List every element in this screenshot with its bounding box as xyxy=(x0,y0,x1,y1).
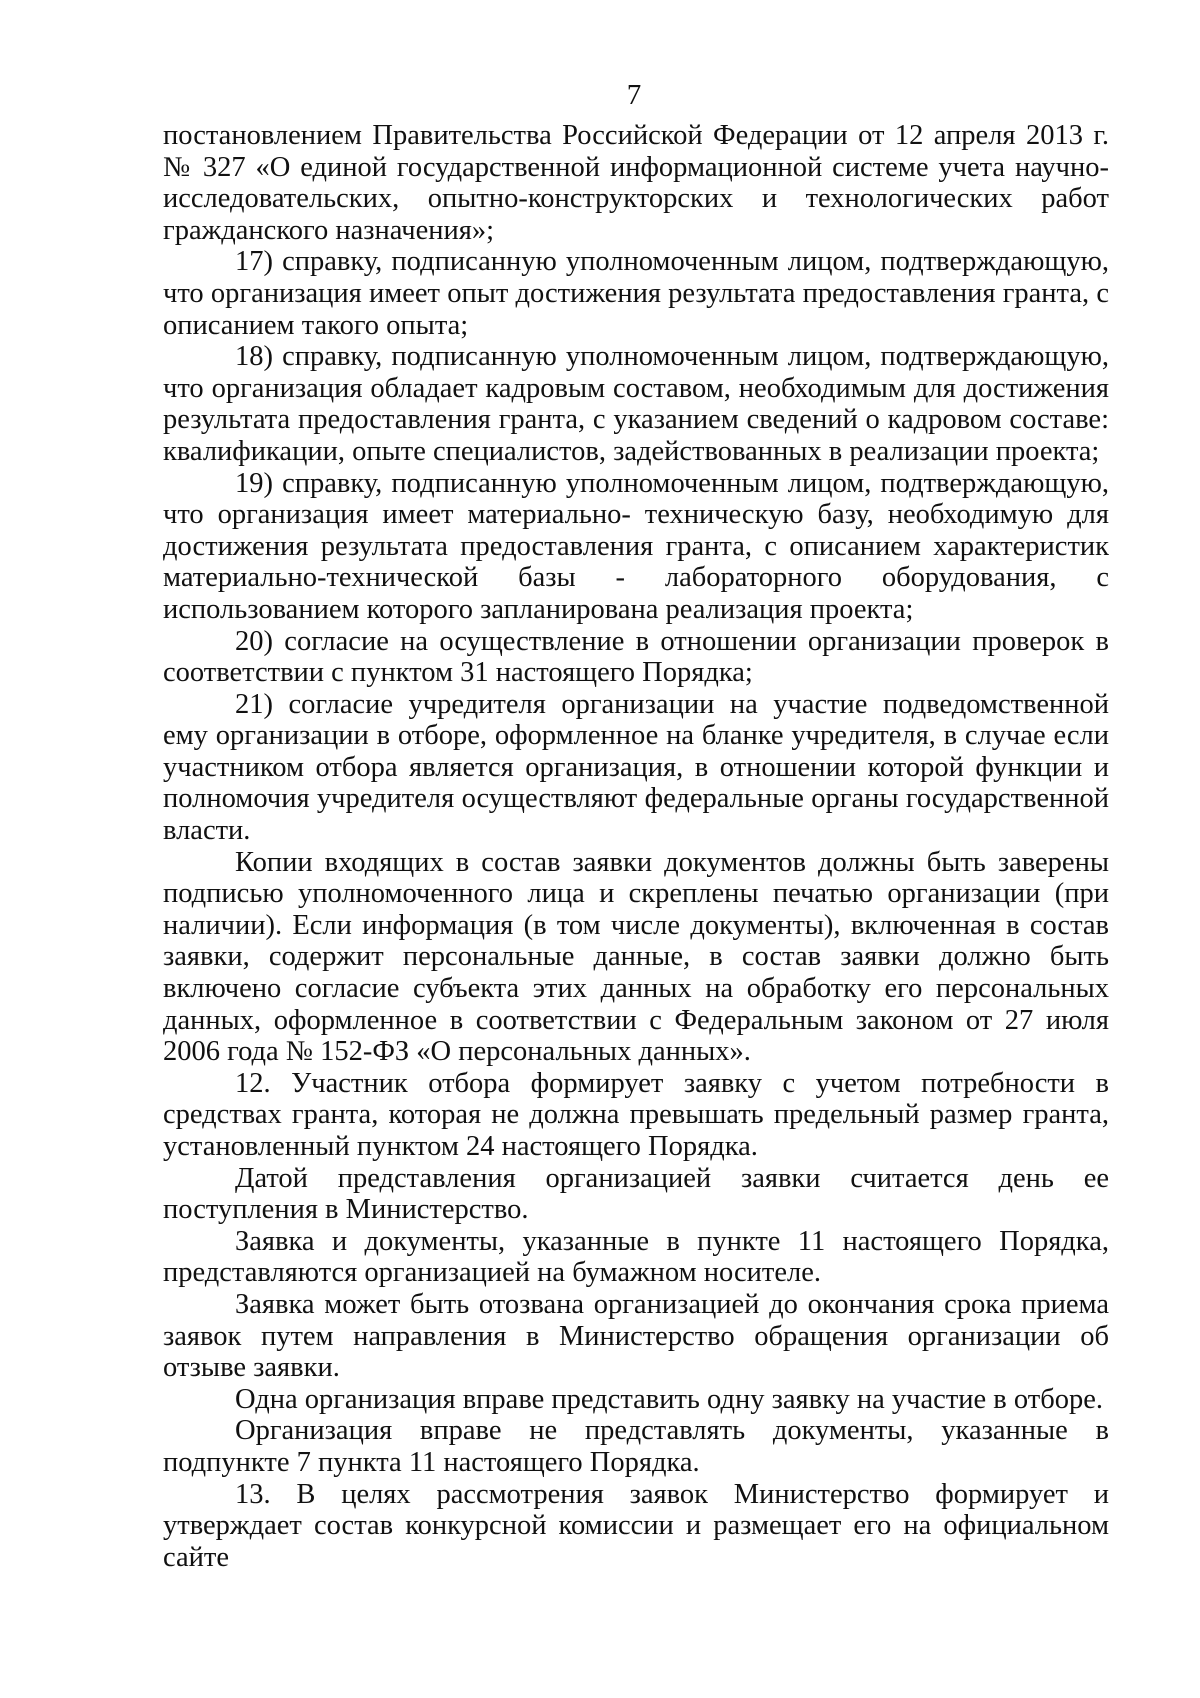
document-body xyxy=(163,120,1109,1573)
paragraph-submission-date: Датой представления организацией заявки считается день ее поступления в Министерство. xyxy=(163,1162,1109,1226)
paragraph-item-19: 19) справку, подписанную уполномоченным лицом, подтверждающую, что организация имеет материально- техническую базу, необходимую для достижения результата предоставления гранта, с описанием характеристик материально-технической базы - лабораторного оборудования, с использованием которого запланирована реализация проекта; xyxy=(163,467,1109,625)
page-number: 7 xyxy=(626,79,642,111)
paragraph-clause-12: 12. Участник отбора формирует заявку с учетом потребности в средствах гранта, которая не должна превышать предельный размер гранта, установленный пунктом 24 настоящего Порядка. xyxy=(163,1067,1109,1162)
paragraph-one-application: Одна организация вправе представить одну заявку на участие в отборе. xyxy=(235,1383,1103,1415)
paragraph-optional-documents: Организация вправе не представлять документы, указанные в подпункте 7 пункта 11 настоящего Порядка. xyxy=(163,1415,1109,1478)
paragraph-paper-format: Заявка и документы, указанные в пункте 11 настоящего Порядка, представляются организацией на бумажном носителе. xyxy=(163,1225,1109,1289)
paragraph-withdrawal: Заявка может быть отозвана организацией до окончания срока приема заявок путем направления в Министерство обращения организации об отзыве заявки. xyxy=(163,1288,1109,1384)
paragraph-copies: Копии входящих в состав заявки документов должны быть заверены подписью уполномоченного лица и скреплены печатью организации (при наличии). Если информация (в том числе документы), включенная в состав заявки, содержит персональные данные, в состав заявки должно быть включено согласие субъекта этих данных на обработку его персональных данных, оформленное в соответствии с Федеральным законом от 27 июля 2006 года № 152-ФЗ «О персональных данных». xyxy=(163,846,1109,1068)
paragraph-item-18: 18) справку, подписанную уполномоченным лицом, подтверждающую, что организация обладает кадровым составом, необходимым для достижения результата предоставления гранта, с указанием сведений о кадровом составе: квалификации, опыте специалистов, задействованных в реализации проекта; xyxy=(163,341,1109,467)
paragraph-continuation: постановлением Правительства Российской Федерации от 12 апреля 2013 г. № 327 «О единой государственной информационной системе учета научно-исследовательских, опытно-конструкторских и технологических работ гражданского назначения»; xyxy=(163,120,1109,246)
paragraph-item-21: 21) согласие учредителя организации на участие подведомственной ему организации в отборе, оформленное на бланке учредителя, в случае если участником отбора является организация, в отношении которой функции и полномочия учредителя осуществляют федеральные органы государственной власти. xyxy=(163,688,1109,847)
paragraph-item-20: 20) согласие на осуществление в отношении организации проверок в соответствии с пунктом 31 настоящего Порядка; xyxy=(163,625,1109,689)
paragraph-clause-13: 13. В целях рассмотрения заявок Министерство формирует и утверждает состав конкурсной комиссии и размещает его на официальном сайте xyxy=(163,1478,1109,1573)
paragraph-item-17: 17) справку, подписанную уполномоченным лицом, подтверждающую, что организация имеет опыт достижения результата предоставления гранта, с описанием такого опыта; xyxy=(163,246,1109,341)
